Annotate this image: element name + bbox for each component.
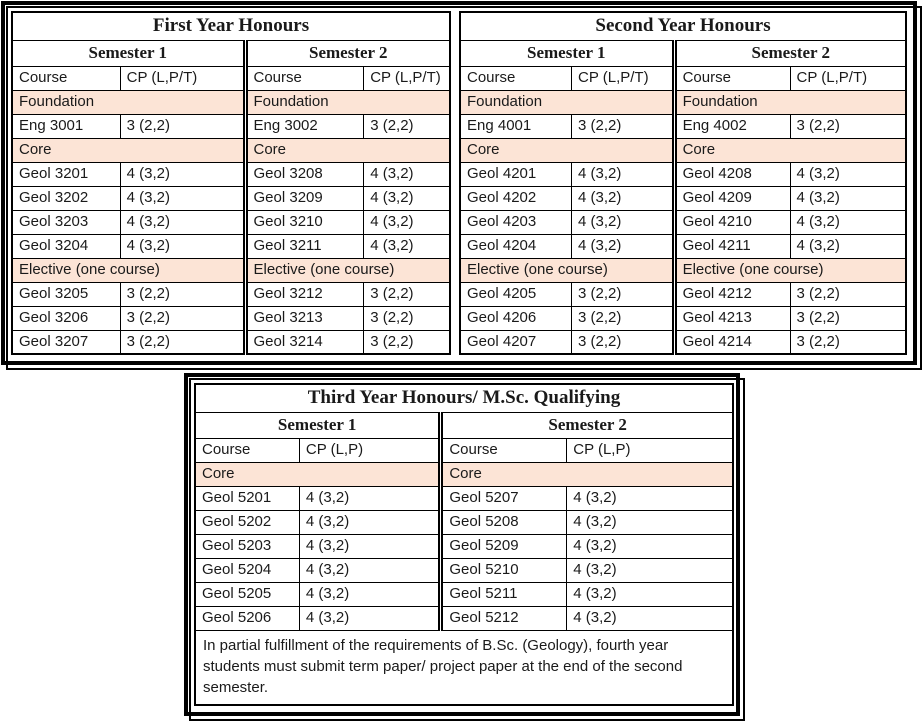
- column-header-cell: CP (L,P): [567, 438, 733, 462]
- course-code-cell: Geol 3214: [245, 330, 364, 354]
- section-header-cell: Elective (one course): [12, 258, 245, 282]
- credit-points-cell: 3 (2,2): [790, 306, 906, 330]
- credit-points-cell: 3 (2,2): [364, 306, 450, 330]
- credit-points-cell: 3 (2,2): [120, 114, 245, 138]
- course-code-cell: Geol 3202: [12, 186, 120, 210]
- course-code-cell: Geol 3211: [245, 234, 364, 258]
- course-code-cell: Geol 5211: [441, 582, 567, 606]
- credit-points-cell: 3 (2,2): [790, 330, 906, 354]
- credit-points-cell: 4 (3,2): [120, 234, 245, 258]
- second-year-honours-table: [459, 11, 907, 355]
- section-header-cell: Foundation: [460, 90, 674, 114]
- section-header-cell: Core: [674, 138, 906, 162]
- first-year-honours-table: [11, 11, 451, 355]
- credit-points-cell: 4 (3,2): [120, 186, 245, 210]
- footnote-cell: In partial fulfillment of the requirements of B.Sc. (Geology), fourth year students must submit term paper/ project paper at the end of the second semester.: [195, 630, 733, 705]
- credit-points-cell: 4 (3,2): [790, 186, 906, 210]
- credit-points-cell: 4 (3,2): [299, 582, 440, 606]
- course-code-cell: Geol 4214: [674, 330, 790, 354]
- course-code-cell: Geol 5208: [441, 510, 567, 534]
- third-year-msc-qualifying-table: [194, 383, 734, 706]
- column-header-row: [12, 66, 450, 90]
- course-code-cell: Geol 5206: [195, 606, 299, 630]
- credit-points-cell: 3 (2,2): [572, 330, 675, 354]
- course-row: [195, 486, 733, 510]
- table-title: Second Year Honours: [460, 12, 906, 40]
- table-title: Third Year Honours/ M.Sc. Qualifying: [195, 384, 733, 412]
- section-header-cell: Core: [245, 138, 450, 162]
- course-code-cell: Geol 4212: [674, 282, 790, 306]
- credit-points-cell: 4 (3,2): [299, 486, 440, 510]
- credit-points-cell: 4 (3,2): [572, 234, 675, 258]
- course-code-cell: Geol 3209: [245, 186, 364, 210]
- column-header-row: [460, 66, 906, 90]
- column-header-cell: CP (L,P/T): [120, 66, 245, 90]
- course-row: [12, 114, 450, 138]
- credit-points-cell: 3 (2,2): [790, 282, 906, 306]
- course-code-cell: Geol 3201: [12, 162, 120, 186]
- course-code-cell: Geol 3204: [12, 234, 120, 258]
- column-header-cell: Course: [441, 438, 567, 462]
- course-code-cell: Geol 5201: [195, 486, 299, 510]
- course-row: [12, 186, 450, 210]
- course-code-cell: Geol 5209: [441, 534, 567, 558]
- table-title: First Year Honours: [12, 12, 450, 40]
- course-code-cell: Geol 5203: [195, 534, 299, 558]
- section-header-cell: Core: [195, 462, 441, 486]
- credit-points-cell: 4 (3,2): [299, 510, 440, 534]
- course-row: [12, 306, 450, 330]
- course-code-cell: Geol 3206: [12, 306, 120, 330]
- credit-points-cell: 3 (2,2): [364, 114, 450, 138]
- semester-1-header: Semester 1: [460, 40, 674, 66]
- course-code-cell: Eng 4002: [674, 114, 790, 138]
- section-header-cell: Foundation: [674, 90, 906, 114]
- credit-points-cell: 4 (3,2): [120, 162, 245, 186]
- course-code-cell: Geol 4206: [460, 306, 572, 330]
- course-row: [195, 534, 733, 558]
- semester-1-header: Semester 1: [195, 412, 441, 438]
- credit-points-cell: 4 (3,2): [364, 210, 450, 234]
- column-header-cell: CP (L,P/T): [790, 66, 906, 90]
- course-code-cell: Geol 4213: [674, 306, 790, 330]
- column-header-cell: Course: [674, 66, 790, 90]
- course-code-cell: Geol 4208: [674, 162, 790, 186]
- course-code-cell: Geol 4210: [674, 210, 790, 234]
- course-code-cell: Geol 4205: [460, 282, 572, 306]
- course-code-cell: Geol 5212: [441, 606, 567, 630]
- course-code-cell: Geol 3212: [245, 282, 364, 306]
- course-row: [195, 510, 733, 534]
- course-code-cell: Geol 4207: [460, 330, 572, 354]
- bottom-table-frame: [184, 373, 740, 716]
- course-code-cell: Geol 4201: [460, 162, 572, 186]
- section-header-cell: Core: [460, 138, 674, 162]
- semester-2-header: Semester 2: [245, 40, 450, 66]
- course-row: [195, 582, 733, 606]
- course-row: [12, 282, 450, 306]
- column-header-cell: CP (L,P/T): [572, 66, 675, 90]
- course-code-cell: Geol 4202: [460, 186, 572, 210]
- course-code-cell: Geol 5210: [441, 558, 567, 582]
- column-header-cell: CP (L,P): [299, 438, 440, 462]
- credit-points-cell: 3 (2,2): [572, 306, 675, 330]
- course-code-cell: Eng 3002: [245, 114, 364, 138]
- section-header-row: [460, 258, 906, 282]
- course-code-cell: Geol 5204: [195, 558, 299, 582]
- course-code-cell: Geol 4204: [460, 234, 572, 258]
- credit-points-cell: 4 (3,2): [572, 210, 675, 234]
- course-row: [460, 114, 906, 138]
- credit-points-cell: 4 (3,2): [567, 558, 733, 582]
- course-row: [460, 210, 906, 234]
- credit-points-cell: 3 (2,2): [364, 330, 450, 354]
- credit-points-cell: 4 (3,2): [567, 510, 733, 534]
- credit-points-cell: 4 (3,2): [364, 186, 450, 210]
- credit-points-cell: 4 (3,2): [364, 234, 450, 258]
- credit-points-cell: 4 (3,2): [790, 162, 906, 186]
- course-code-cell: Eng 4001: [460, 114, 572, 138]
- section-header-row: [195, 462, 733, 486]
- top-tables-frame: [1, 1, 917, 365]
- course-row: [460, 186, 906, 210]
- credit-points-cell: 4 (3,2): [790, 210, 906, 234]
- credit-points-cell: 3 (2,2): [120, 282, 245, 306]
- credit-points-cell: 4 (3,2): [567, 486, 733, 510]
- credit-points-cell: 3 (2,2): [120, 306, 245, 330]
- course-row: [12, 234, 450, 258]
- column-header-cell: Course: [12, 66, 120, 90]
- footnote-row: [195, 630, 733, 705]
- credit-points-cell: 4 (3,2): [567, 606, 733, 630]
- section-header-row: [12, 138, 450, 162]
- section-header-cell: Elective (one course): [245, 258, 450, 282]
- column-header-row: [195, 438, 733, 462]
- credit-points-cell: 4 (3,2): [790, 234, 906, 258]
- course-code-cell: Geol 3207: [12, 330, 120, 354]
- course-code-cell: Geol 5207: [441, 486, 567, 510]
- section-header-row: [12, 90, 450, 114]
- course-code-cell: Geol 4203: [460, 210, 572, 234]
- course-row: [12, 330, 450, 354]
- credit-points-cell: 4 (3,2): [120, 210, 245, 234]
- course-row: [195, 606, 733, 630]
- section-header-cell: Foundation: [12, 90, 245, 114]
- column-header-cell: Course: [195, 438, 299, 462]
- course-code-cell: Geol 3210: [245, 210, 364, 234]
- section-header-row: [460, 138, 906, 162]
- section-header-row: [12, 258, 450, 282]
- course-code-cell: Eng 3001: [12, 114, 120, 138]
- credit-points-cell: 4 (3,2): [572, 186, 675, 210]
- section-header-cell: Elective (one course): [460, 258, 674, 282]
- course-row: [195, 558, 733, 582]
- course-row: [460, 162, 906, 186]
- semester-2-header: Semester 2: [674, 40, 906, 66]
- course-code-cell: Geol 3208: [245, 162, 364, 186]
- course-row: [12, 162, 450, 186]
- section-header-cell: Core: [12, 138, 245, 162]
- credit-points-cell: 4 (3,2): [299, 558, 440, 582]
- course-row: [460, 282, 906, 306]
- credit-points-cell: 3 (2,2): [572, 282, 675, 306]
- course-row: [460, 330, 906, 354]
- credit-points-cell: 4 (3,2): [364, 162, 450, 186]
- section-header-cell: Foundation: [245, 90, 450, 114]
- column-header-cell: CP (L,P/T): [364, 66, 450, 90]
- course-code-cell: Geol 5205: [195, 582, 299, 606]
- course-code-cell: Geol 4211: [674, 234, 790, 258]
- credit-points-cell: 3 (2,2): [572, 114, 675, 138]
- course-code-cell: Geol 3203: [12, 210, 120, 234]
- credit-points-cell: 4 (3,2): [299, 606, 440, 630]
- credit-points-cell: 3 (2,2): [364, 282, 450, 306]
- course-code-cell: Geol 5202: [195, 510, 299, 534]
- credit-points-cell: 4 (3,2): [567, 582, 733, 606]
- section-header-cell: Elective (one course): [674, 258, 906, 282]
- course-row: [12, 210, 450, 234]
- credit-points-cell: 3 (2,2): [120, 330, 245, 354]
- course-code-cell: Geol 3213: [245, 306, 364, 330]
- credit-points-cell: 4 (3,2): [567, 534, 733, 558]
- semester-2-header: Semester 2: [441, 412, 733, 438]
- course-row: [460, 306, 906, 330]
- column-header-cell: Course: [460, 66, 572, 90]
- course-code-cell: Geol 3205: [12, 282, 120, 306]
- credit-points-cell: 4 (3,2): [299, 534, 440, 558]
- credit-points-cell: 3 (2,2): [790, 114, 906, 138]
- credit-points-cell: 4 (3,2): [572, 162, 675, 186]
- course-code-cell: Geol 4209: [674, 186, 790, 210]
- course-row: [460, 234, 906, 258]
- section-header-row: [460, 90, 906, 114]
- section-header-cell: Core: [441, 462, 733, 486]
- semester-1-header: Semester 1: [12, 40, 245, 66]
- column-header-cell: Course: [245, 66, 364, 90]
